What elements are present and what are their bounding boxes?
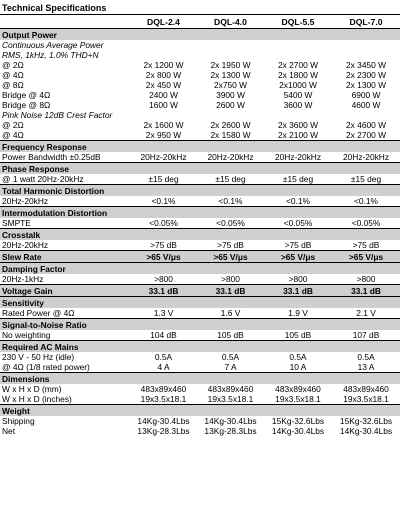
- spec-label: Bridge @ 4Ω: [2, 90, 51, 100]
- section-heading-row: [0, 319, 400, 331]
- section-heading: Signal-to-Noise Ratio: [0, 319, 400, 331]
- spec-value: <0.1%: [218, 196, 243, 206]
- spec-value: 19x3.5x18.1: [207, 394, 254, 404]
- spec-label: RMS, 1kHz, 1.0% THD+N: [2, 50, 99, 60]
- spec-value: 2x 2300 W: [345, 70, 387, 80]
- spec-value: >65 V/μs: [332, 251, 400, 263]
- spec-value: >75 dB: [217, 240, 244, 250]
- spec-value: 2x 1580 W: [210, 130, 251, 140]
- spec-value: 105 dB: [284, 330, 312, 340]
- spec-row: [0, 60, 400, 70]
- spec-value: 3900 W: [216, 90, 245, 100]
- section-heading: Crosstalk: [0, 229, 400, 241]
- spec-value: 1600 W: [149, 100, 178, 110]
- spec-value: 2x 450 W: [145, 80, 182, 90]
- spec-row: [0, 274, 400, 285]
- spec-value: 33.1 dB: [332, 285, 400, 297]
- spec-row: [0, 330, 400, 341]
- spec-value: 2x 2600 W: [210, 120, 251, 130]
- spec-label: Power Bandwidth ±0.25dB: [2, 152, 101, 162]
- section-heading: Intermodulation Distortion: [0, 207, 400, 219]
- spec-value: 20Hz-20kHz: [140, 152, 187, 162]
- spec-value: 4600 W: [351, 100, 381, 110]
- spec-value: <0.05%: [149, 218, 178, 228]
- section-heading-row: [0, 141, 400, 153]
- spec-value: 2x 800 W: [145, 70, 182, 80]
- spec-value: 2x 4600 W: [345, 120, 387, 130]
- spec-row: [0, 120, 400, 130]
- spec-value: >800: [221, 274, 240, 284]
- spec-value: 483x89x460: [140, 384, 187, 394]
- spec-row: [0, 110, 400, 120]
- spec-value: 7 A: [224, 362, 237, 372]
- spec-value: >800: [288, 274, 308, 284]
- spec-value: 10 A: [289, 362, 307, 372]
- spec-label: 20Hz-20kHz: [2, 240, 49, 250]
- spec-row: [0, 130, 400, 141]
- spec-row: [0, 394, 400, 405]
- spec-value: 2x 2100 W: [277, 130, 319, 140]
- spec-value: 105 dB: [217, 330, 244, 340]
- spec-value: 3600 W: [283, 100, 313, 110]
- spec-value: 0.5A: [154, 352, 173, 362]
- spec-value: <0.1%: [151, 196, 176, 206]
- section-heading: Phase Response: [0, 163, 400, 175]
- spec-label: Rated Power @ 4Ω: [2, 308, 75, 318]
- spec-value: >75 dB: [150, 240, 177, 250]
- section-heading-row: [0, 163, 400, 175]
- spec-label: @ 1 watt 20Hz-20kHz: [2, 174, 84, 184]
- spec-row: [0, 362, 400, 373]
- section-heading-row: [0, 185, 400, 197]
- spec-value: 2600 W: [216, 100, 245, 110]
- spec-value: 20Hz-20kHz: [274, 152, 322, 162]
- spec-value: 19x3.5x18.1: [343, 394, 389, 404]
- section-heading: Weight: [0, 405, 400, 417]
- spec-value: 483x89x460: [207, 384, 254, 394]
- spec-value: 13 A: [357, 362, 375, 372]
- spec-row: [0, 196, 400, 207]
- spec-value: 4 A: [157, 362, 170, 372]
- spec-row: [0, 218, 400, 229]
- spec-value: 19x3.5x18.1: [140, 394, 187, 404]
- section-heading-row: [0, 341, 400, 353]
- spec-value: 6900 W: [351, 90, 381, 100]
- spec-value: >65 V/μs: [197, 251, 264, 263]
- spec-value: 0.5A: [357, 352, 375, 362]
- spec-value: 14Kg-30.4Lbs: [339, 426, 393, 436]
- spec-value: 2x 3450 W: [345, 60, 387, 70]
- spec-row: [0, 308, 400, 319]
- section-heading-row: [0, 207, 400, 219]
- spec-value: 483x89x460: [343, 384, 389, 394]
- model-name: DQL-4.0: [197, 15, 264, 29]
- spec-value: 2x 1200 W: [143, 60, 184, 70]
- spec-label: SMPTE: [2, 218, 31, 228]
- spec-value: 5400 W: [283, 90, 313, 100]
- spec-row: [0, 240, 400, 251]
- spec-value: 14Kg-30.4Lbs: [271, 426, 325, 436]
- spec-row: [0, 100, 400, 110]
- spec-label: W x H x D (mm): [2, 384, 62, 394]
- spec-row: [0, 416, 400, 426]
- spec-label: W x H x D (inches): [2, 394, 72, 404]
- spec-value: 2x 2700 W: [345, 130, 387, 140]
- spec-label: 20Hz-1kHz: [2, 274, 44, 284]
- spec-value: >65 V/μs: [130, 251, 197, 263]
- spec-row: [0, 152, 400, 163]
- spec-value: 20Hz-20kHz: [342, 152, 390, 162]
- spec-value: >800: [356, 274, 376, 284]
- spec-value: 2400 W: [149, 90, 178, 100]
- model-header-spacer: [0, 15, 130, 29]
- title-row: [0, 0, 400, 15]
- spec-row: [0, 352, 400, 362]
- spec-label: Net: [2, 426, 16, 436]
- model-name: DQL-5.5: [264, 15, 332, 29]
- spec-value: 1.6 V: [220, 308, 241, 318]
- spec-value: ±15 deg: [215, 174, 246, 184]
- spec-row: [0, 426, 400, 436]
- spec-value: 2x 1300 W: [210, 70, 251, 80]
- spec-value: 2x 2700 W: [277, 60, 319, 70]
- spec-label: Shipping: [2, 416, 35, 426]
- spec-label: @ 4Ω: [2, 130, 24, 140]
- section-heading: Output Power: [0, 29, 400, 41]
- spec-value: 2x 3600 W: [277, 120, 319, 130]
- spec-label: Continuous Average Power: [2, 40, 104, 50]
- section-heading: Required AC Mains: [0, 341, 400, 353]
- section-heading: Frequency Response: [0, 141, 400, 153]
- spec-value: 2x 1800 W: [277, 70, 319, 80]
- section-heading: Total Harmonic Distortion: [0, 185, 400, 197]
- spec-label: Bridge @ 8Ω: [2, 100, 51, 110]
- spec-row: [0, 174, 400, 185]
- spec-label: 230 V - 50 Hz (idle): [2, 352, 75, 362]
- section-heading: Voltage Gain: [0, 285, 130, 297]
- section-heading: Dimensions: [0, 373, 400, 385]
- model-header-row: [0, 15, 400, 29]
- spec-row: [0, 40, 400, 50]
- section-heading-row: [0, 29, 400, 41]
- spec-value: ±15 deg: [350, 174, 382, 184]
- section-heading-row: [0, 373, 400, 385]
- section-heading-row: [0, 229, 400, 241]
- spec-row: [0, 70, 400, 80]
- spec-value: <0.05%: [351, 218, 381, 228]
- spec-value: 0.5A: [221, 352, 240, 362]
- section-heading: Damping Factor: [0, 263, 400, 275]
- spec-value: 33.1 dB: [130, 285, 197, 297]
- model-name: DQL-2.4: [130, 15, 197, 29]
- section-heading-row: [0, 285, 400, 297]
- spec-value: 2x 1600 W: [143, 120, 184, 130]
- spec-row: [0, 50, 400, 60]
- spec-label: 20Hz-20kHz: [2, 196, 49, 206]
- spec-value: 20Hz-20kHz: [207, 152, 254, 162]
- spec-label: @ 2Ω: [2, 120, 24, 130]
- spec-row: [0, 80, 400, 90]
- spec-value: 0.5A: [289, 352, 307, 362]
- spec-value: 107 dB: [352, 330, 380, 340]
- spec-row: [0, 90, 400, 100]
- spec-value: 1.9 V: [288, 308, 308, 318]
- section-heading-row: [0, 297, 400, 309]
- spec-value: <0.05%: [283, 218, 313, 228]
- spec-label: @ 8Ω: [2, 80, 24, 90]
- spec-value: <0.05%: [216, 218, 245, 228]
- spec-label: Pink Noise 12dB Crest Factor: [2, 110, 113, 120]
- page-title: Technical Specifications: [2, 2, 107, 13]
- spec-value: 2x 1950 W: [210, 60, 251, 70]
- spec-value: ±15 deg: [282, 174, 314, 184]
- spec-value: 1.3 V: [153, 308, 174, 318]
- section-heading-row: [0, 405, 400, 417]
- spec-value: 33.1 dB: [264, 285, 332, 297]
- spec-value: 2x 1300 W: [345, 80, 387, 90]
- spec-value: <0.1%: [286, 196, 310, 206]
- section-heading-row: [0, 251, 400, 263]
- spec-value: 33.1 dB: [197, 285, 264, 297]
- spec-value: 15Kg-32.6Lbs: [271, 416, 325, 426]
- spec-row: [0, 384, 400, 394]
- section-heading: Slew Rate: [0, 251, 130, 263]
- spec-value: 2x 950 W: [145, 130, 182, 140]
- spec-label: @ 4Ω: [2, 70, 24, 80]
- spec-value: 15Kg-32.6Lbs: [339, 416, 393, 426]
- spec-value: 2x750 W: [213, 80, 248, 90]
- spec-value: 483x89x460: [275, 384, 321, 394]
- spec-value: 13Kg-28.3Lbs: [204, 426, 257, 436]
- model-name: DQL-7.0: [332, 15, 400, 29]
- spec-value: 14Kg-30.4Lbs: [137, 416, 190, 426]
- spec-value: <0.1%: [354, 196, 378, 206]
- section-heading: Sensitivity: [0, 297, 400, 309]
- spec-value: >75 dB: [284, 240, 312, 250]
- spec-value: 104 dB: [150, 330, 177, 340]
- spec-value: 2x1000 W: [279, 80, 317, 90]
- spec-value: 19x3.5x18.1: [275, 394, 321, 404]
- spec-value: 14Kg-30.4Lbs: [204, 416, 257, 426]
- spec-label: No weighting: [2, 330, 51, 340]
- spec-label: @ 4Ω (1/8 rated power): [2, 362, 90, 372]
- section-heading-row: [0, 263, 400, 275]
- spec-value: 13Kg-28.3Lbs: [137, 426, 190, 436]
- spec-value: ±15 deg: [148, 174, 179, 184]
- spec-value: >800: [154, 274, 173, 284]
- spec-value: >65 V/μs: [264, 251, 332, 263]
- spec-label: @ 2Ω: [2, 60, 24, 70]
- spec-value: 2.1 V: [356, 308, 376, 318]
- spec-value: >75 dB: [352, 240, 380, 250]
